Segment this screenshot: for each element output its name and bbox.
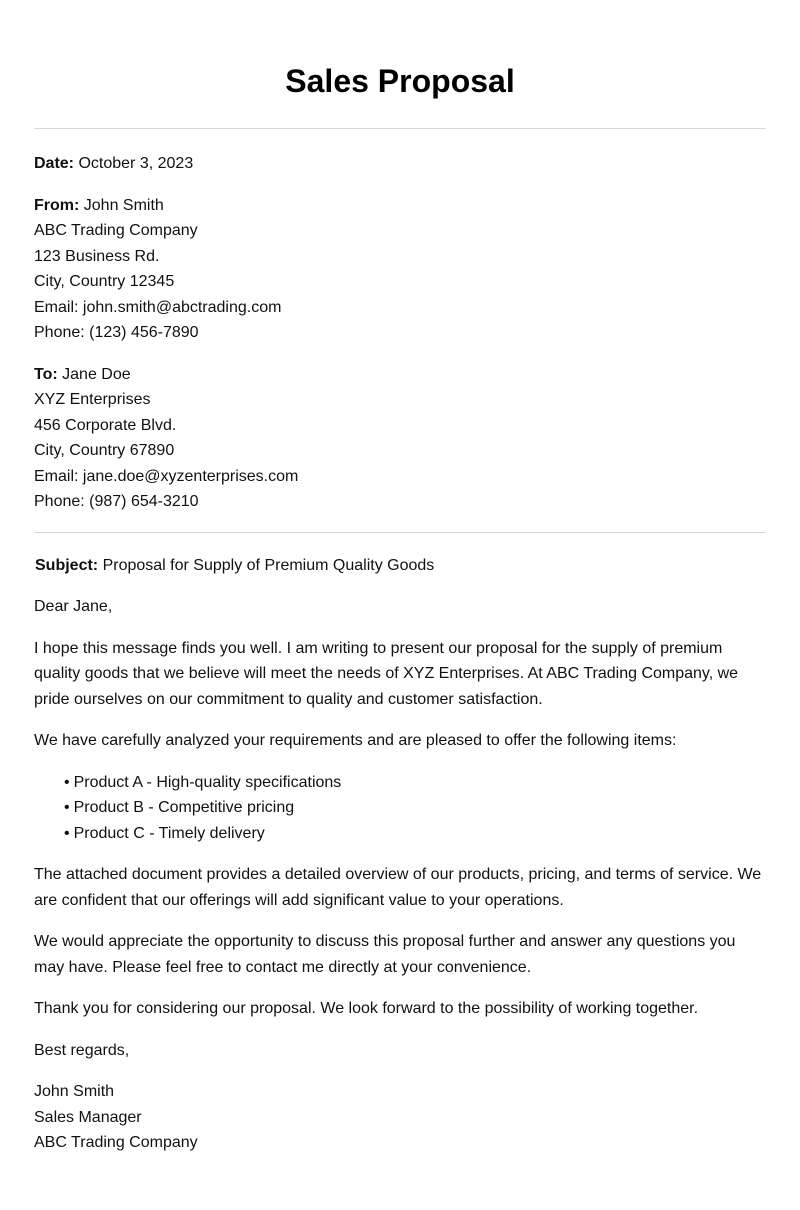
signature-block [34,1079,766,1156]
sender-block [34,193,766,346]
subject-line [34,553,766,579]
document-title: Sales Proposal [285,63,515,99]
offer-paragraph: We have carefully analyzed your requirements and are pleased to offer the following items: [34,732,677,749]
sender-phone: Phone: (123) 456-7890 [34,324,199,341]
date-block [34,151,766,177]
to-label: To: [34,365,58,383]
recipient-name: Jane Doe [62,365,131,383]
signature-name: John Smith [34,1083,115,1100]
list-item: • Product B - Competitive pricing [64,795,766,821]
closing: Best regards, [34,1041,130,1059]
header-divider [34,532,766,533]
date-label: Date: [34,155,75,172]
subject-label: Subject: [35,556,99,574]
recipient-email: Email: jane.doe@xyzenterprises.com [34,467,299,485]
signature-title: Sales Manager [34,1108,142,1126]
subject-value: Proposal for Supply of Premium Quality Goods [102,556,435,574]
discuss-paragraph: We would appreciate the opportunity to discuss this proposal further and answer any questions you may have. Please feel free to contact me directly at your convenience. [34,933,736,976]
sender-name: John Smith [83,196,164,214]
product-list [34,770,766,847]
salutation: Dear Jane, [34,598,113,615]
title-divider [34,128,766,129]
sender-address-line2: City, Country 12345 [34,273,175,290]
signature-company: ABC Trading Company [34,1134,198,1151]
date-value: October 3, 2023 [78,155,194,172]
list-item: • Product C - Timely delivery [64,821,766,847]
sender-company: ABC Trading Company [34,222,198,239]
recipient-address-line2: City, Country 67890 [34,442,175,459]
intro-paragraph: I hope this message finds you well. I am writing to present our proposal for the supply of premium quality goods that we believe will meet the needs of XYZ Enterprises. At ABC Trading Company, we pride ourselves on our commitment to quality and customer satisfaction. [34,639,739,708]
recipient-address-line1: 456 Corporate Blvd. [34,416,177,434]
from-label: From: [34,196,80,214]
recipient-block [34,362,766,515]
sender-address-line1: 123 Business Rd. [34,247,160,265]
attached-paragraph: The attached document provides a detailed overview of our products, pricing, and terms of service. We are confident that our offerings will add significant value to your operations. [34,866,762,909]
recipient-phone: Phone: (987) 654-3210 [34,493,199,510]
list-item: • Product A - High-quality specifications [64,770,766,796]
recipient-company: XYZ Enterprises [34,391,151,408]
sender-email: Email: john.smith@abctrading.com [34,298,282,316]
thanks-paragraph: Thank you for considering our proposal. We look forward to the possibility of working together. [34,1000,699,1017]
